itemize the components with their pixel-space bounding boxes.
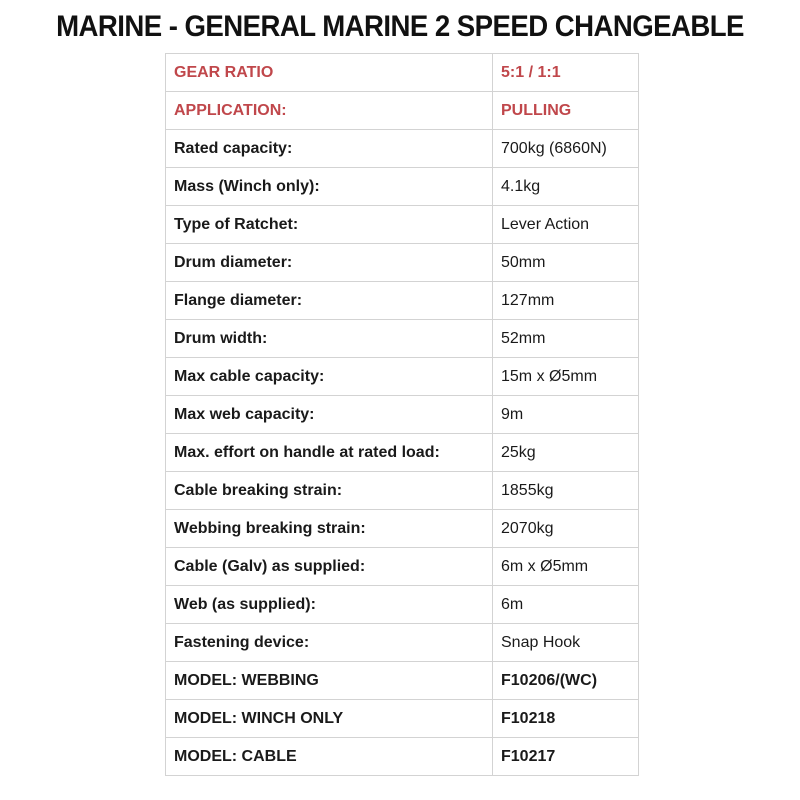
spec-label: Drum diameter: xyxy=(166,244,493,282)
spec-row-max-effort xyxy=(166,434,639,472)
spec-value: PULLING xyxy=(493,92,639,130)
spec-value: 50mm xyxy=(493,244,639,282)
spec-label: MODEL: WINCH ONLY xyxy=(166,700,493,738)
spec-row-rated-capacity xyxy=(166,130,639,168)
spec-label: Flange diameter: xyxy=(166,282,493,320)
spec-row-max-web-capacity xyxy=(166,396,639,434)
spec-row-model-cable xyxy=(166,738,639,776)
spec-value: Lever Action xyxy=(493,206,639,244)
spec-value: 2070kg xyxy=(493,510,639,548)
spec-row-webbing-breaking-strain xyxy=(166,510,639,548)
spec-value: 700kg (6860N) xyxy=(493,130,639,168)
spec-value: 4.1kg xyxy=(493,168,639,206)
page-title: MARINE - GENERAL MARINE 2 SPEED CHANGEABLE xyxy=(56,10,744,43)
spec-row-max-cable-capacity xyxy=(166,358,639,396)
spec-row-application xyxy=(166,92,639,130)
spec-row-mass xyxy=(166,168,639,206)
spec-value: 5:1 / 1:1 xyxy=(493,54,639,92)
spec-value: 9m xyxy=(493,396,639,434)
spec-label: Type of Ratchet: xyxy=(166,206,493,244)
spec-value: 1855kg xyxy=(493,472,639,510)
spec-value: 6m xyxy=(493,586,639,624)
spec-value: 52mm xyxy=(493,320,639,358)
spec-label: Rated capacity: xyxy=(166,130,493,168)
spec-label: Cable (Galv) as supplied: xyxy=(166,548,493,586)
spec-row-web-supplied xyxy=(166,586,639,624)
spec-row-ratchet-type xyxy=(166,206,639,244)
spec-value: 25kg xyxy=(493,434,639,472)
spec-label: Fastening device: xyxy=(166,624,493,662)
spec-value: F10218 xyxy=(493,700,639,738)
spec-label: MODEL: CABLE xyxy=(166,738,493,776)
spec-value: 15m x Ø5mm xyxy=(493,358,639,396)
spec-row-drum-diameter xyxy=(166,244,639,282)
spec-row-model-webbing xyxy=(166,662,639,700)
spec-table-body xyxy=(166,54,639,776)
spec-value: Snap Hook xyxy=(493,624,639,662)
spec-row-flange-diameter xyxy=(166,282,639,320)
spec-value: F10206/(WC) xyxy=(493,662,639,700)
spec-row-gear-ratio xyxy=(166,54,639,92)
spec-row-model-winch-only xyxy=(166,700,639,738)
spec-label: Webbing breaking strain: xyxy=(166,510,493,548)
spec-label: Mass (Winch only): xyxy=(166,168,493,206)
spec-value: F10217 xyxy=(493,738,639,776)
spec-label: Cable breaking strain: xyxy=(166,472,493,510)
spec-table xyxy=(165,53,639,776)
spec-value: 127mm xyxy=(493,282,639,320)
spec-value: 6m x Ø5mm xyxy=(493,548,639,586)
spec-label: Max. effort on handle at rated load: xyxy=(166,434,493,472)
spec-row-cable-supplied xyxy=(166,548,639,586)
spec-label: GEAR RATIO xyxy=(166,54,493,92)
spec-label: Drum width: xyxy=(166,320,493,358)
spec-row-cable-breaking-strain xyxy=(166,472,639,510)
spec-label: Max cable capacity: xyxy=(166,358,493,396)
spec-label: Max web capacity: xyxy=(166,396,493,434)
spec-label: MODEL: WEBBING xyxy=(166,662,493,700)
spec-label: APPLICATION: xyxy=(166,92,493,130)
spec-row-fastening-device xyxy=(166,624,639,662)
spec-label: Web (as supplied): xyxy=(166,586,493,624)
spec-row-drum-width xyxy=(166,320,639,358)
